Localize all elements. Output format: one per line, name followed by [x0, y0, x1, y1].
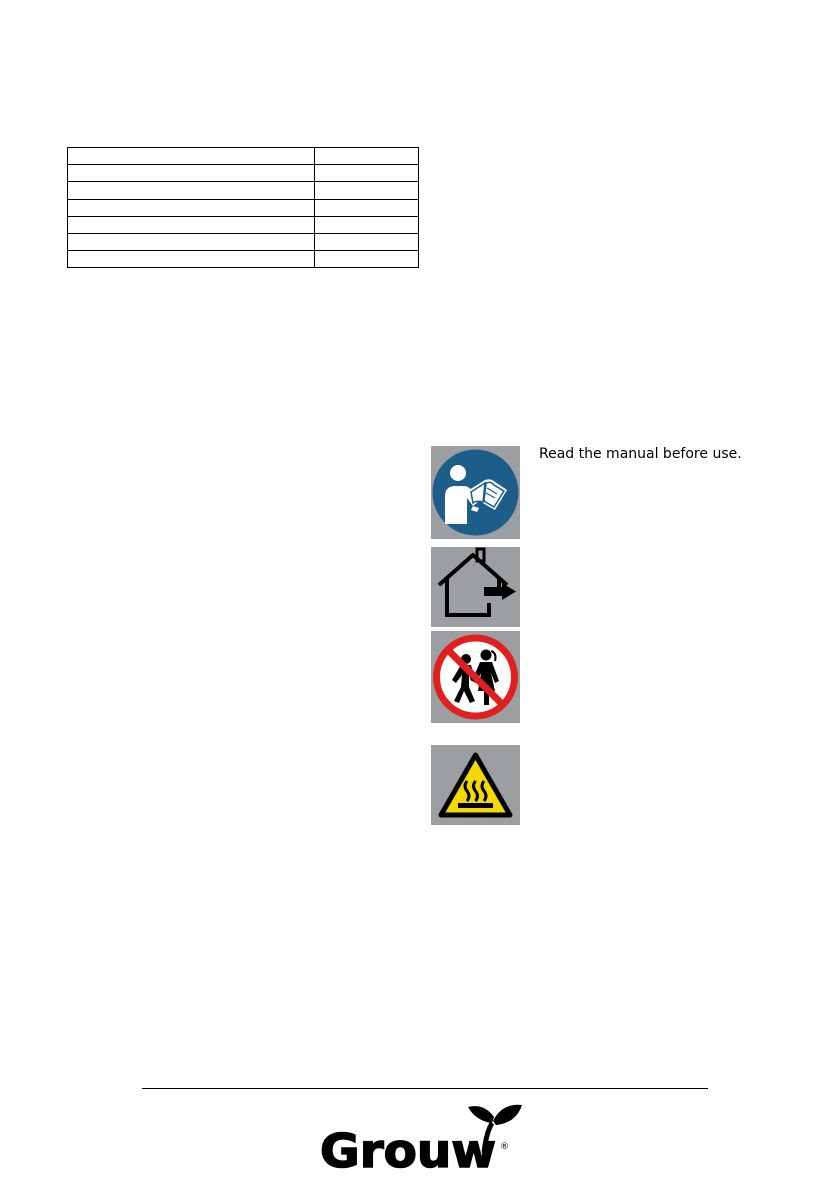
table-row [68, 182, 419, 199]
read-manual-caption: Read the manual before use. [539, 446, 742, 462]
table-row [68, 199, 419, 216]
table-cell [68, 216, 315, 233]
read-manual-icon [431, 446, 520, 539]
table-cell [68, 199, 315, 216]
hot-surface-icon [431, 745, 520, 825]
table-cell [315, 216, 419, 233]
table-row [68, 251, 419, 268]
indoor-use-icon [431, 547, 520, 627]
table-cell [315, 233, 419, 250]
grouw-logo [316, 1093, 536, 1173]
registered-mark: ® [500, 1142, 509, 1152]
table-cell [68, 165, 315, 182]
table-cell [68, 182, 315, 199]
table-cell [315, 251, 419, 268]
table-row [68, 165, 419, 182]
table-cell [315, 165, 419, 182]
table-cell [68, 251, 315, 268]
keep-children-away-icon [431, 631, 520, 723]
table-cell [315, 148, 419, 165]
logo-text: Grouw [320, 1124, 496, 1173]
table-cell [315, 182, 419, 199]
table-cell [315, 199, 419, 216]
spec-table [67, 147, 419, 268]
table-cell [68, 148, 315, 165]
table-row [68, 148, 419, 165]
table-row [68, 233, 419, 250]
footer-divider [142, 1088, 708, 1089]
table-cell [68, 233, 315, 250]
table-row [68, 216, 419, 233]
